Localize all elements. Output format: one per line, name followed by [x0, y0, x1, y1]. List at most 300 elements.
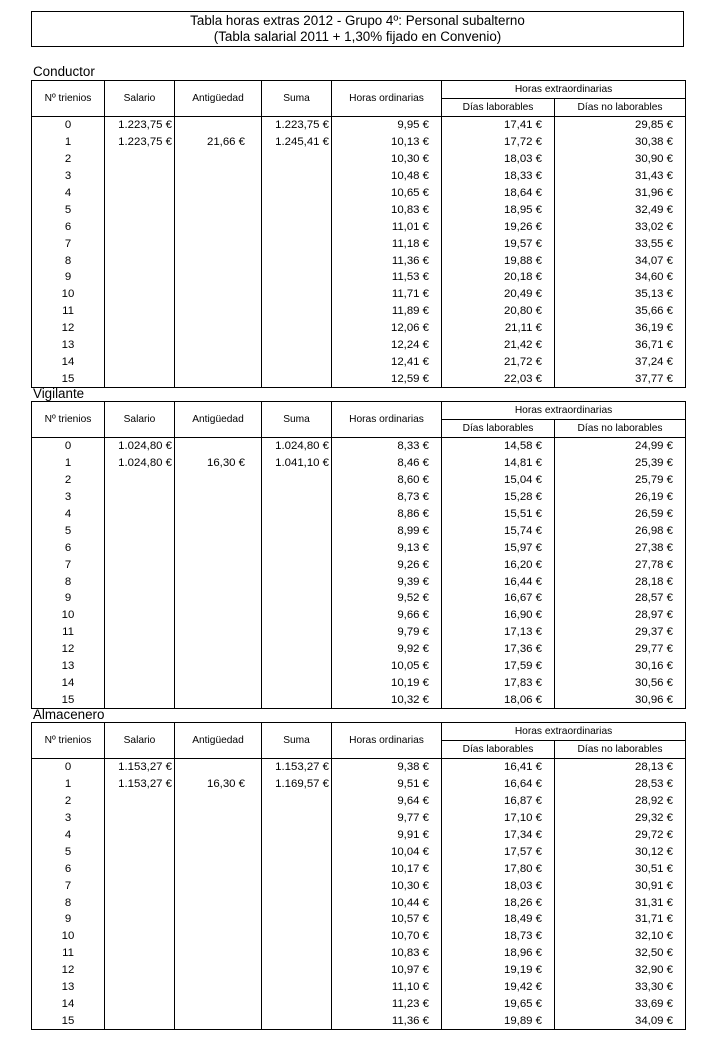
cell-salario — [105, 201, 175, 218]
cell-dias-no-laborables: 34,60 € — [555, 269, 686, 286]
cell-dias-laborables: 16,90 € — [442, 607, 555, 624]
cell-horas-ordinarias: 12,41 € — [332, 353, 442, 370]
table-row — [32, 303, 686, 320]
cell-salario — [105, 151, 175, 168]
cell-trienios: 6 — [32, 860, 105, 877]
table-almacenero — [31, 722, 686, 1030]
cell-suma — [262, 827, 332, 844]
cell-dias-no-laborables: 29,32 € — [555, 810, 686, 827]
cell-trienios: 3 — [32, 489, 105, 506]
cell-salario: 1.153,27 € — [105, 776, 175, 793]
cell-antiguedad: 21,66 € — [175, 134, 262, 151]
table-row — [32, 691, 686, 708]
table-row — [32, 506, 686, 523]
cell-antiguedad — [175, 691, 262, 708]
cell-dias-no-laborables: 32,90 € — [555, 962, 686, 979]
header-horas-extraordinarias: Horas extraordinarias — [442, 723, 686, 741]
cell-dias-laborables: 19,88 € — [442, 252, 555, 269]
table-row — [32, 759, 686, 776]
cell-salario — [105, 320, 175, 337]
table-row — [32, 235, 686, 252]
cell-suma — [262, 235, 332, 252]
cell-dias-laborables: 18,49 € — [442, 911, 555, 928]
cell-horas-ordinarias: 9,95 € — [332, 117, 442, 134]
cell-dias-laborables: 16,20 € — [442, 556, 555, 573]
cell-dias-no-laborables: 34,07 € — [555, 252, 686, 269]
cell-salario — [105, 945, 175, 962]
cell-suma — [262, 539, 332, 556]
cell-dias-no-laborables: 30,38 € — [555, 134, 686, 151]
table-row — [32, 945, 686, 962]
cell-suma — [262, 370, 332, 387]
cell-suma — [262, 252, 332, 269]
cell-horas-ordinarias: 11,18 € — [332, 235, 442, 252]
document-title-box — [31, 11, 684, 47]
cell-dias-no-laborables: 28,13 € — [555, 759, 686, 776]
header-dias-laborables: Días laborables — [442, 99, 555, 117]
cell-dias-no-laborables: 32,50 € — [555, 945, 686, 962]
cell-antiguedad — [175, 489, 262, 506]
cell-suma — [262, 877, 332, 894]
cell-salario — [105, 252, 175, 269]
cell-horas-ordinarias: 12,24 € — [332, 337, 442, 354]
cell-suma — [262, 793, 332, 810]
table-row — [32, 201, 686, 218]
cell-horas-ordinarias: 11,53 € — [332, 269, 442, 286]
cell-trienios: 4 — [32, 506, 105, 523]
cell-antiguedad: 16,30 € — [175, 455, 262, 472]
cell-dias-no-laborables: 31,96 € — [555, 185, 686, 202]
cell-suma — [262, 185, 332, 202]
cell-horas-ordinarias: 10,83 € — [332, 945, 442, 962]
cell-dias-no-laborables: 30,12 € — [555, 843, 686, 860]
cell-horas-ordinarias: 11,23 € — [332, 995, 442, 1012]
cell-horas-ordinarias: 10,17 € — [332, 860, 442, 877]
cell-horas-ordinarias: 11,36 € — [332, 252, 442, 269]
cell-horas-ordinarias: 9,51 € — [332, 776, 442, 793]
cell-antiguedad — [175, 472, 262, 489]
header-trienios: Nº trienios — [32, 723, 105, 759]
table-row — [32, 455, 686, 472]
header-dias-no-laborables: Días no laborables — [555, 99, 686, 117]
table-row — [32, 168, 686, 185]
cell-suma — [262, 658, 332, 675]
table-row — [32, 624, 686, 641]
cell-horas-ordinarias: 9,92 € — [332, 641, 442, 658]
cell-dias-no-laborables: 30,56 € — [555, 674, 686, 691]
cell-trienios: 11 — [32, 303, 105, 320]
table-row — [32, 353, 686, 370]
cell-trienios: 1 — [32, 455, 105, 472]
cell-dias-laborables: 18,96 € — [442, 945, 555, 962]
cell-dias-no-laborables: 26,19 € — [555, 489, 686, 506]
cell-antiguedad — [175, 117, 262, 134]
cell-dias-no-laborables: 28,97 € — [555, 607, 686, 624]
cell-salario — [105, 556, 175, 573]
cell-dias-no-laborables: 33,69 € — [555, 995, 686, 1012]
table-row — [32, 337, 686, 354]
cell-trienios: 7 — [32, 877, 105, 894]
cell-antiguedad — [175, 860, 262, 877]
cell-antiguedad — [175, 438, 262, 455]
cell-suma — [262, 894, 332, 911]
cell-suma: 1.024,80 € — [262, 438, 332, 455]
cell-suma — [262, 218, 332, 235]
section-label-vigilante: Vigilante — [33, 386, 85, 401]
cell-salario — [105, 218, 175, 235]
table-row — [32, 641, 686, 658]
cell-trienios: 8 — [32, 894, 105, 911]
cell-salario — [105, 1012, 175, 1029]
cell-salario — [105, 810, 175, 827]
cell-dias-laborables: 17,57 € — [442, 843, 555, 860]
cell-trienios: 5 — [32, 522, 105, 539]
cell-horas-ordinarias: 11,01 € — [332, 218, 442, 235]
cell-trienios: 4 — [32, 185, 105, 202]
cell-horas-ordinarias: 9,66 € — [332, 607, 442, 624]
cell-suma — [262, 269, 332, 286]
cell-horas-ordinarias: 10,83 € — [332, 201, 442, 218]
cell-antiguedad — [175, 1012, 262, 1029]
cell-antiguedad — [175, 573, 262, 590]
table-row — [32, 928, 686, 945]
cell-trienios: 12 — [32, 962, 105, 979]
cell-trienios: 11 — [32, 624, 105, 641]
table-row — [32, 252, 686, 269]
cell-salario — [105, 793, 175, 810]
table-row — [32, 1012, 686, 1029]
cell-salario — [105, 269, 175, 286]
document-title: Tabla horas extras 2012 - Grupo 4º: Personal subalterno — [190, 13, 525, 28]
cell-salario — [105, 827, 175, 844]
cell-dias-laborables: 19,26 € — [442, 218, 555, 235]
cell-dias-no-laborables: 30,91 € — [555, 877, 686, 894]
cell-dias-laborables: 17,41 € — [442, 117, 555, 134]
cell-trienios: 7 — [32, 556, 105, 573]
cell-salario — [105, 691, 175, 708]
table-row — [32, 117, 686, 134]
cell-horas-ordinarias: 8,99 € — [332, 522, 442, 539]
cell-dias-laborables: 21,11 € — [442, 320, 555, 337]
table-row — [32, 522, 686, 539]
cell-suma: 1.245,41 € — [262, 134, 332, 151]
header-dias-laborables: Días laborables — [442, 741, 555, 759]
cell-dias-no-laborables: 28,18 € — [555, 573, 686, 590]
cell-dias-no-laborables: 27,78 € — [555, 556, 686, 573]
cell-horas-ordinarias: 10,97 € — [332, 962, 442, 979]
cell-dias-no-laborables: 28,57 € — [555, 590, 686, 607]
cell-dias-no-laborables: 29,37 € — [555, 624, 686, 641]
cell-trienios: 10 — [32, 607, 105, 624]
cell-dias-laborables: 16,44 € — [442, 573, 555, 590]
cell-antiguedad — [175, 827, 262, 844]
cell-antiguedad: 16,30 € — [175, 776, 262, 793]
table-row — [32, 472, 686, 489]
cell-dias-no-laborables: 32,49 € — [555, 201, 686, 218]
header-dias-no-laborables: Días no laborables — [555, 741, 686, 759]
header-suma: Suma — [262, 723, 332, 759]
cell-dias-laborables: 19,57 € — [442, 235, 555, 252]
cell-dias-no-laborables: 33,02 € — [555, 218, 686, 235]
cell-salario: 1.223,75 € — [105, 117, 175, 134]
cell-horas-ordinarias: 9,39 € — [332, 573, 442, 590]
cell-trienios: 0 — [32, 438, 105, 455]
cell-antiguedad — [175, 877, 262, 894]
cell-antiguedad — [175, 979, 262, 996]
cell-salario — [105, 928, 175, 945]
cell-dias-no-laborables: 36,19 € — [555, 320, 686, 337]
cell-trienios: 15 — [32, 370, 105, 387]
cell-suma — [262, 353, 332, 370]
cell-antiguedad — [175, 945, 262, 962]
cell-dias-no-laborables: 29,85 € — [555, 117, 686, 134]
table-row — [32, 674, 686, 691]
table-row — [32, 860, 686, 877]
cell-dias-no-laborables: 30,96 € — [555, 691, 686, 708]
cell-suma — [262, 151, 332, 168]
cell-antiguedad — [175, 995, 262, 1012]
header-dias-no-laborables: Días no laborables — [555, 420, 686, 438]
cell-suma — [262, 928, 332, 945]
cell-dias-no-laborables: 25,79 € — [555, 472, 686, 489]
cell-dias-laborables: 18,73 € — [442, 928, 555, 945]
cell-antiguedad — [175, 793, 262, 810]
cell-horas-ordinarias: 11,71 € — [332, 286, 442, 303]
cell-salario — [105, 995, 175, 1012]
cell-salario — [105, 674, 175, 691]
cell-salario — [105, 641, 175, 658]
cell-dias-no-laborables: 30,51 € — [555, 860, 686, 877]
cell-suma — [262, 995, 332, 1012]
cell-dias-laborables: 19,42 € — [442, 979, 555, 996]
section-label-conductor: Conductor — [33, 64, 95, 79]
cell-salario — [105, 962, 175, 979]
cell-antiguedad — [175, 337, 262, 354]
table-row — [32, 134, 686, 151]
cell-trienios: 11 — [32, 945, 105, 962]
cell-suma — [262, 472, 332, 489]
cell-antiguedad — [175, 658, 262, 675]
cell-dias-laborables: 14,58 € — [442, 438, 555, 455]
cell-horas-ordinarias: 10,30 € — [332, 151, 442, 168]
table-row — [32, 438, 686, 455]
cell-horas-ordinarias: 9,38 € — [332, 759, 442, 776]
cell-dias-laborables: 15,51 € — [442, 506, 555, 523]
cell-dias-laborables: 17,34 € — [442, 827, 555, 844]
cell-dias-laborables: 18,06 € — [442, 691, 555, 708]
cell-dias-laborables: 20,18 € — [442, 269, 555, 286]
cell-antiguedad — [175, 286, 262, 303]
cell-trienios: 3 — [32, 168, 105, 185]
cell-trienios: 1 — [32, 776, 105, 793]
cell-dias-laborables: 22,03 € — [442, 370, 555, 387]
table-row — [32, 320, 686, 337]
cell-trienios: 7 — [32, 235, 105, 252]
header-salario: Salario — [105, 723, 175, 759]
table-row — [32, 218, 686, 235]
cell-suma: 1.153,27 € — [262, 759, 332, 776]
table-row — [32, 607, 686, 624]
cell-suma — [262, 691, 332, 708]
cell-suma — [262, 860, 332, 877]
cell-salario — [105, 489, 175, 506]
cell-dias-no-laborables: 25,39 € — [555, 455, 686, 472]
cell-salario — [105, 353, 175, 370]
table-row — [32, 269, 686, 286]
cell-dias-no-laborables: 34,09 € — [555, 1012, 686, 1029]
cell-suma — [262, 201, 332, 218]
cell-suma — [262, 320, 332, 337]
cell-dias-no-laborables: 35,66 € — [555, 303, 686, 320]
cell-horas-ordinarias: 8,60 € — [332, 472, 442, 489]
cell-suma — [262, 607, 332, 624]
cell-trienios: 13 — [32, 658, 105, 675]
cell-salario — [105, 303, 175, 320]
cell-horas-ordinarias: 11,89 € — [332, 303, 442, 320]
cell-dias-laborables: 17,10 € — [442, 810, 555, 827]
cell-trienios: 15 — [32, 1012, 105, 1029]
cell-trienios: 14 — [32, 674, 105, 691]
table-row — [32, 590, 686, 607]
cell-dias-laborables: 18,03 € — [442, 877, 555, 894]
cell-horas-ordinarias: 11,36 € — [332, 1012, 442, 1029]
cell-salario — [105, 337, 175, 354]
cell-salario — [105, 235, 175, 252]
table-row — [32, 995, 686, 1012]
cell-horas-ordinarias: 10,48 € — [332, 168, 442, 185]
cell-trienios: 9 — [32, 269, 105, 286]
cell-dias-laborables: 20,49 € — [442, 286, 555, 303]
header-horas-ordinarias: Horas ordinarias — [332, 81, 442, 117]
cell-antiguedad — [175, 624, 262, 641]
header-salario: Salario — [105, 402, 175, 438]
cell-trienios: 15 — [32, 691, 105, 708]
cell-horas-ordinarias: 11,10 € — [332, 979, 442, 996]
cell-trienios: 2 — [32, 793, 105, 810]
document-subtitle: (Tabla salarial 2011 + 1,30% fijado en Convenio) — [213, 29, 502, 44]
cell-horas-ordinarias: 10,13 € — [332, 134, 442, 151]
cell-suma — [262, 286, 332, 303]
cell-horas-ordinarias: 9,13 € — [332, 539, 442, 556]
cell-dias-laborables: 17,80 € — [442, 860, 555, 877]
cell-dias-laborables: 18,64 € — [442, 185, 555, 202]
cell-trienios: 5 — [32, 201, 105, 218]
cell-antiguedad — [175, 201, 262, 218]
cell-trienios: 8 — [32, 252, 105, 269]
cell-trienios: 13 — [32, 337, 105, 354]
cell-suma — [262, 810, 332, 827]
header-suma: Suma — [262, 81, 332, 117]
header-dias-laborables: Días laborables — [442, 420, 555, 438]
cell-antiguedad — [175, 185, 262, 202]
header-antiguedad: Antigüedad — [175, 81, 262, 117]
table-row — [32, 286, 686, 303]
cell-dias-no-laborables: 33,30 € — [555, 979, 686, 996]
cell-dias-no-laborables: 37,77 € — [555, 370, 686, 387]
cell-trienios: 4 — [32, 827, 105, 844]
cell-dias-no-laborables: 31,43 € — [555, 168, 686, 185]
cell-trienios: 10 — [32, 928, 105, 945]
cell-dias-no-laborables: 24,99 € — [555, 438, 686, 455]
cell-salario — [105, 286, 175, 303]
cell-suma: 1.041,10 € — [262, 455, 332, 472]
cell-antiguedad — [175, 962, 262, 979]
cell-horas-ordinarias: 9,64 € — [332, 793, 442, 810]
cell-trienios: 9 — [32, 911, 105, 928]
cell-suma — [262, 168, 332, 185]
section-label-almacenero: Almacenero — [33, 707, 105, 722]
cell-suma — [262, 674, 332, 691]
cell-horas-ordinarias: 10,32 € — [332, 691, 442, 708]
cell-trienios: 6 — [32, 539, 105, 556]
cell-dias-laborables: 15,97 € — [442, 539, 555, 556]
table-row — [32, 810, 686, 827]
cell-suma — [262, 506, 332, 523]
cell-antiguedad — [175, 151, 262, 168]
cell-salario — [105, 539, 175, 556]
cell-trienios: 0 — [32, 759, 105, 776]
header-antiguedad: Antigüedad — [175, 402, 262, 438]
cell-antiguedad — [175, 607, 262, 624]
table-row — [32, 793, 686, 810]
cell-trienios: 3 — [32, 810, 105, 827]
header-trienios: Nº trienios — [32, 402, 105, 438]
cell-dias-no-laborables: 36,71 € — [555, 337, 686, 354]
cell-dias-laborables: 18,03 € — [442, 151, 555, 168]
cell-dias-laborables: 15,28 € — [442, 489, 555, 506]
table-row — [32, 151, 686, 168]
cell-horas-ordinarias: 10,30 € — [332, 877, 442, 894]
cell-suma — [262, 843, 332, 860]
cell-trienios: 9 — [32, 590, 105, 607]
cell-dias-laborables: 19,19 € — [442, 962, 555, 979]
cell-suma — [262, 641, 332, 658]
cell-trienios: 10 — [32, 286, 105, 303]
table-row — [32, 962, 686, 979]
cell-suma — [262, 1012, 332, 1029]
cell-dias-laborables: 16,87 € — [442, 793, 555, 810]
cell-dias-laborables: 21,42 € — [442, 337, 555, 354]
cell-dias-no-laborables: 30,90 € — [555, 151, 686, 168]
cell-salario — [105, 590, 175, 607]
table-row — [32, 185, 686, 202]
cell-dias-no-laborables: 31,71 € — [555, 911, 686, 928]
cell-trienios: 8 — [32, 573, 105, 590]
header-horas-extraordinarias: Horas extraordinarias — [442, 402, 686, 420]
cell-antiguedad — [175, 539, 262, 556]
cell-suma — [262, 979, 332, 996]
cell-trienios: 6 — [32, 218, 105, 235]
cell-dias-no-laborables: 28,53 € — [555, 776, 686, 793]
header-suma: Suma — [262, 402, 332, 438]
table-row — [32, 539, 686, 556]
cell-antiguedad — [175, 269, 262, 286]
cell-antiguedad — [175, 218, 262, 235]
cell-trienios: 12 — [32, 320, 105, 337]
cell-antiguedad — [175, 843, 262, 860]
cell-suma — [262, 911, 332, 928]
cell-dias-laborables: 14,81 € — [442, 455, 555, 472]
cell-salario — [105, 370, 175, 387]
cell-horas-ordinarias: 8,33 € — [332, 438, 442, 455]
cell-horas-ordinarias: 12,59 € — [332, 370, 442, 387]
cell-antiguedad — [175, 522, 262, 539]
cell-dias-laborables: 17,59 € — [442, 658, 555, 675]
cell-suma — [262, 590, 332, 607]
cell-trienios: 12 — [32, 641, 105, 658]
cell-horas-ordinarias: 9,79 € — [332, 624, 442, 641]
header-antiguedad: Antigüedad — [175, 723, 262, 759]
